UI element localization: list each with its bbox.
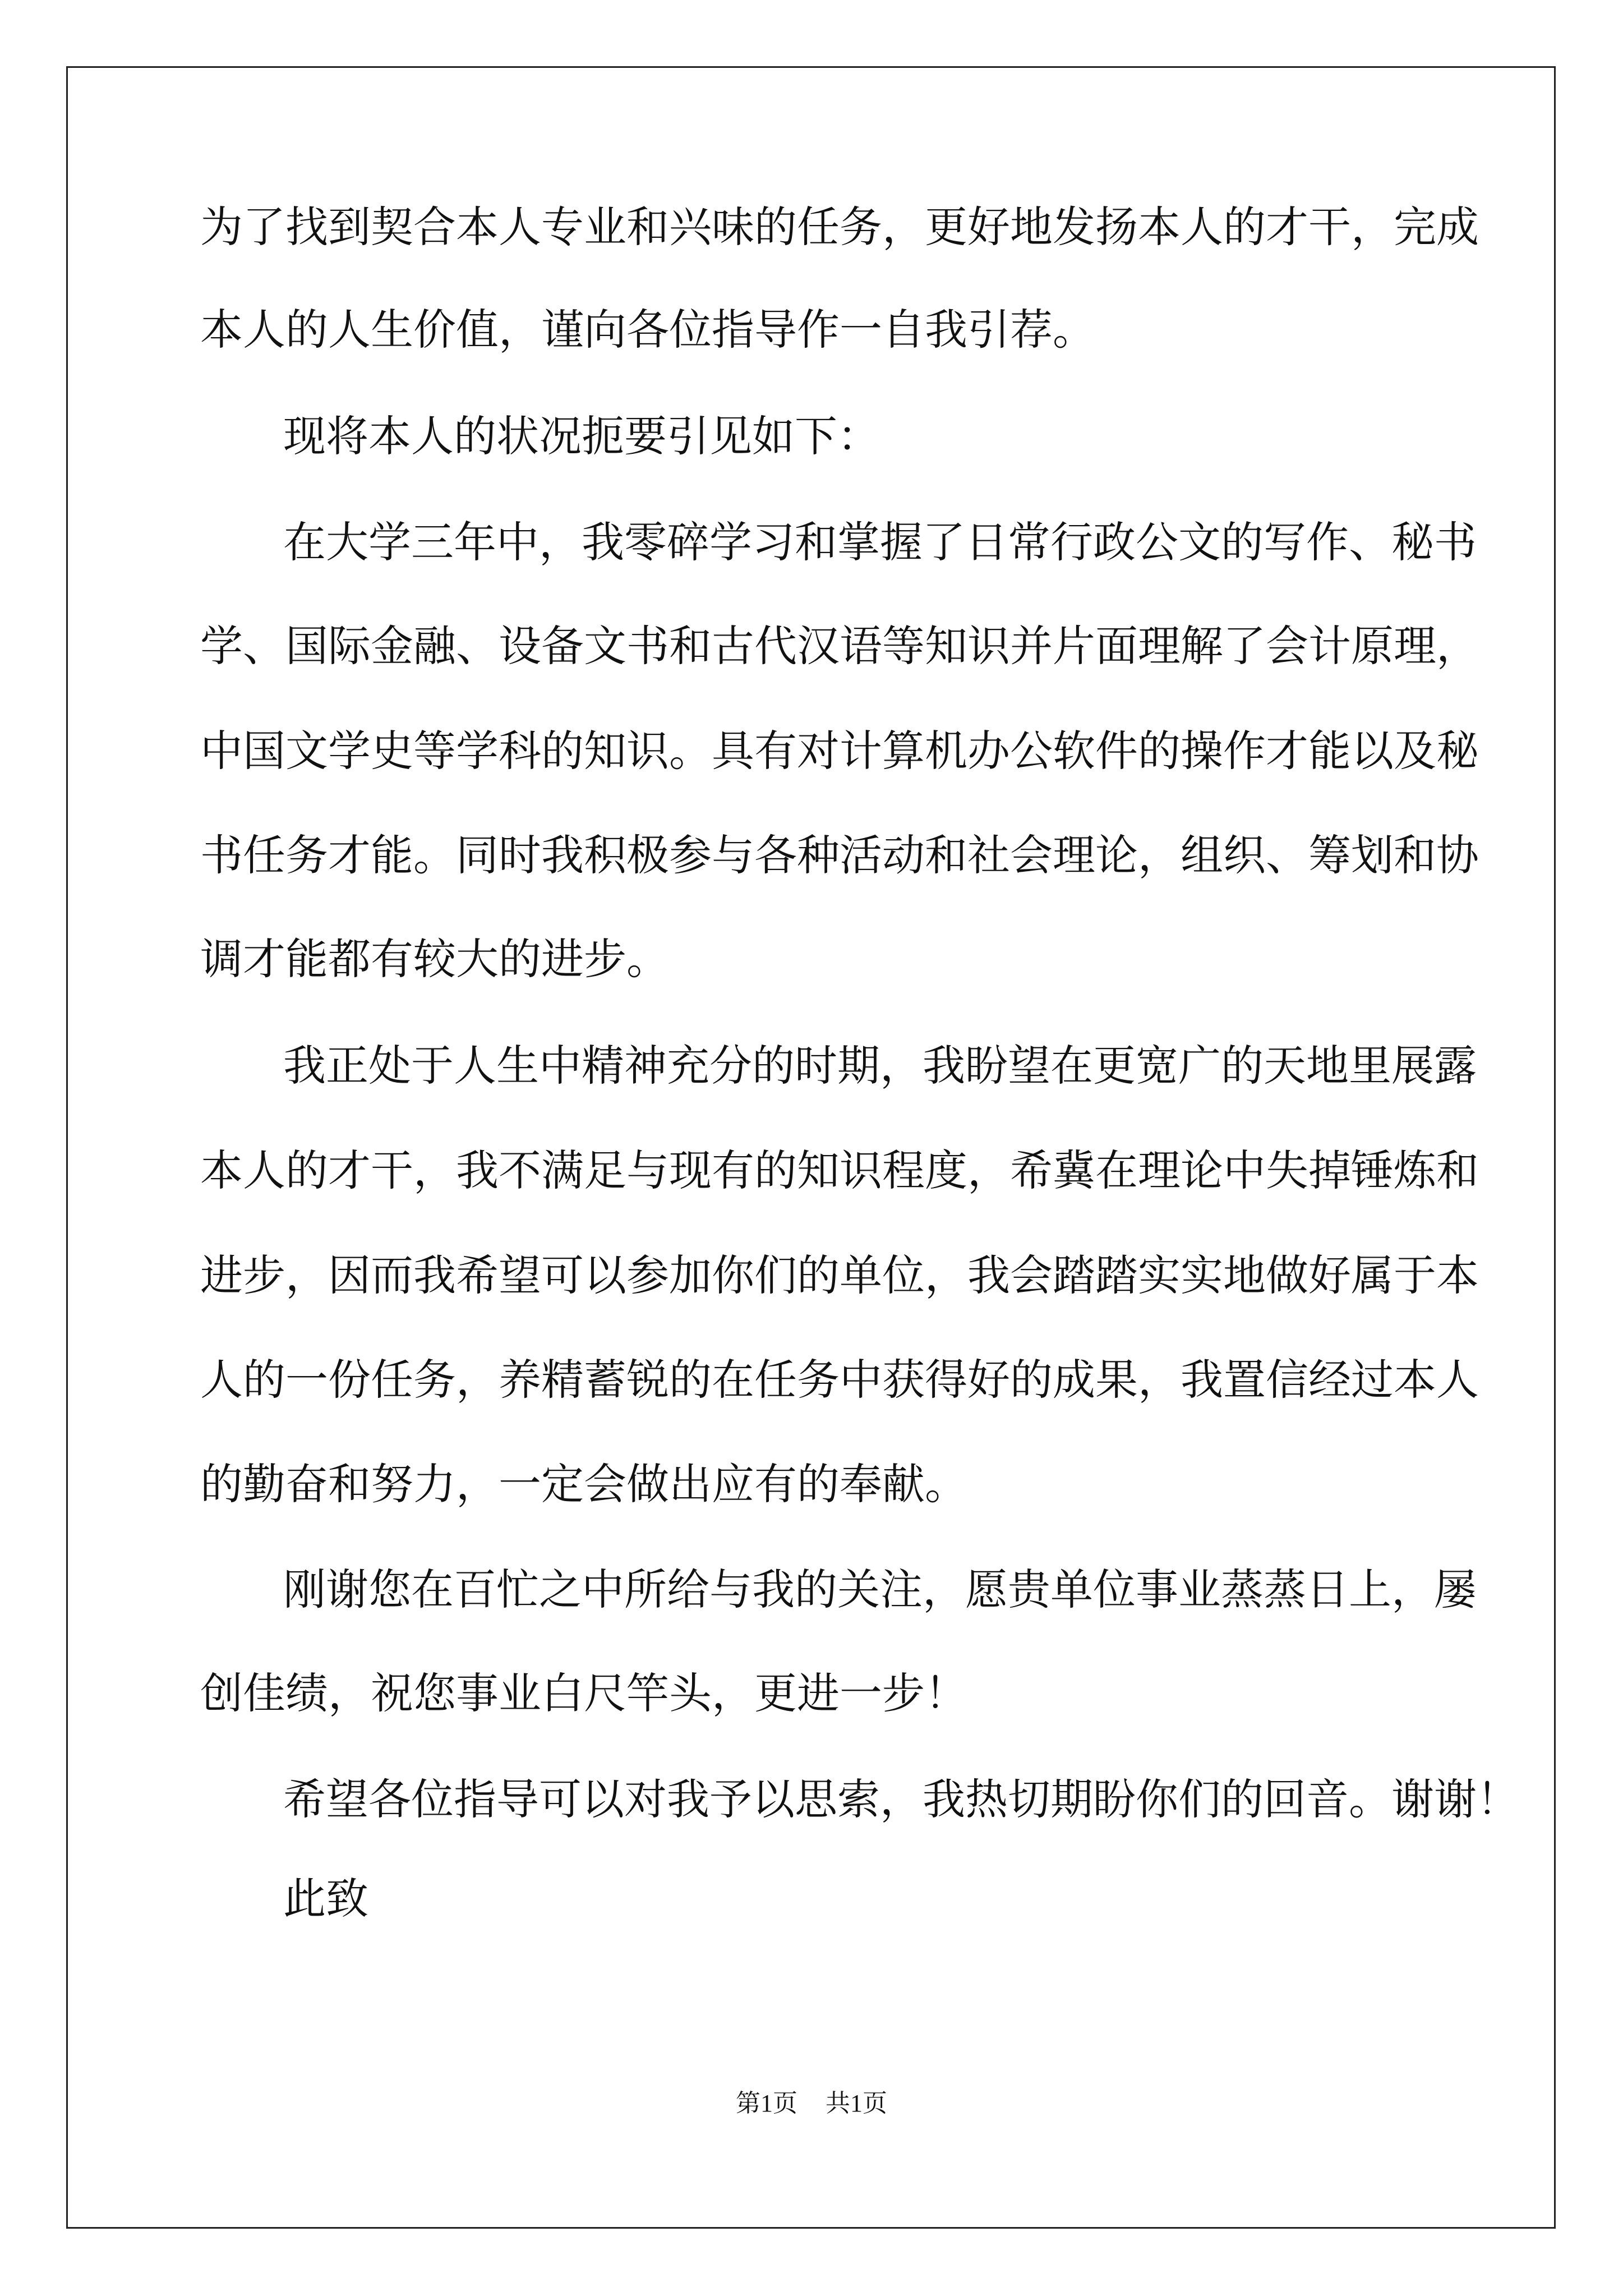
text-line: 本人的人生价值，谨向各位指导作一自我引荐。 [200, 305, 1095, 355]
text-line: 调才能都有较大的进步。 [200, 934, 669, 984]
text-line: 进步，因而我希望可以参加你们的单位，我会踏踏实实地做好属于本 [200, 1250, 1479, 1300]
text-line: 现将本人的状况扼要引见如下： [283, 411, 880, 461]
text-line: 人的一份任务，养精蓄锐的在任务中获得好的成果，我置信经过本人 [200, 1355, 1479, 1405]
text-line: 希望各位指导可以对我予以思索，我热切期盼你们的回音。谢谢！ [283, 1774, 1519, 1824]
text-line: 学、国际金融、设备文书和古代汉语等知识并片面理解了会计原理， [200, 621, 1479, 671]
text-line: 本人的才干，我不满足与现有的知识程度，希冀在理论中失掉锤炼和 [200, 1145, 1479, 1195]
page-number: 第1页 [736, 2090, 797, 2117]
text-line: 书任务才能。同时我积极参与各种活动和社会理论，组织、筹划和协 [200, 830, 1479, 880]
text-line: 我正处于人生中精神充分的时期，我盼望在更宽广的天地里展露 [283, 1041, 1477, 1091]
text-line: 的勤奋和努力，一定会做出应有的奉献。 [200, 1459, 967, 1509]
text-line: 中国文学史等学科的知识。具有对计算机办公软件的操作才能以及秘 [200, 726, 1479, 776]
text-line: 在大学三年中，我零碎学习和掌握了日常行政公文的写作、秘书 [283, 517, 1477, 567]
text-line: 此致 [283, 1874, 368, 1924]
page-total: 共1页 [826, 2090, 887, 2117]
text-line: 创佳绩，祝您事业白尺竿头，更进一步！ [200, 1668, 967, 1718]
text-line: 为了找到契合本人专业和兴味的任务，更好地发扬本人的才干，完成 [200, 202, 1479, 252]
text-line: 刚谢您在百忙之中所给与我的关注，愿贵单位事业蒸蒸日上，屡 [283, 1565, 1477, 1614]
page-footer [0, 2087, 1623, 2120]
